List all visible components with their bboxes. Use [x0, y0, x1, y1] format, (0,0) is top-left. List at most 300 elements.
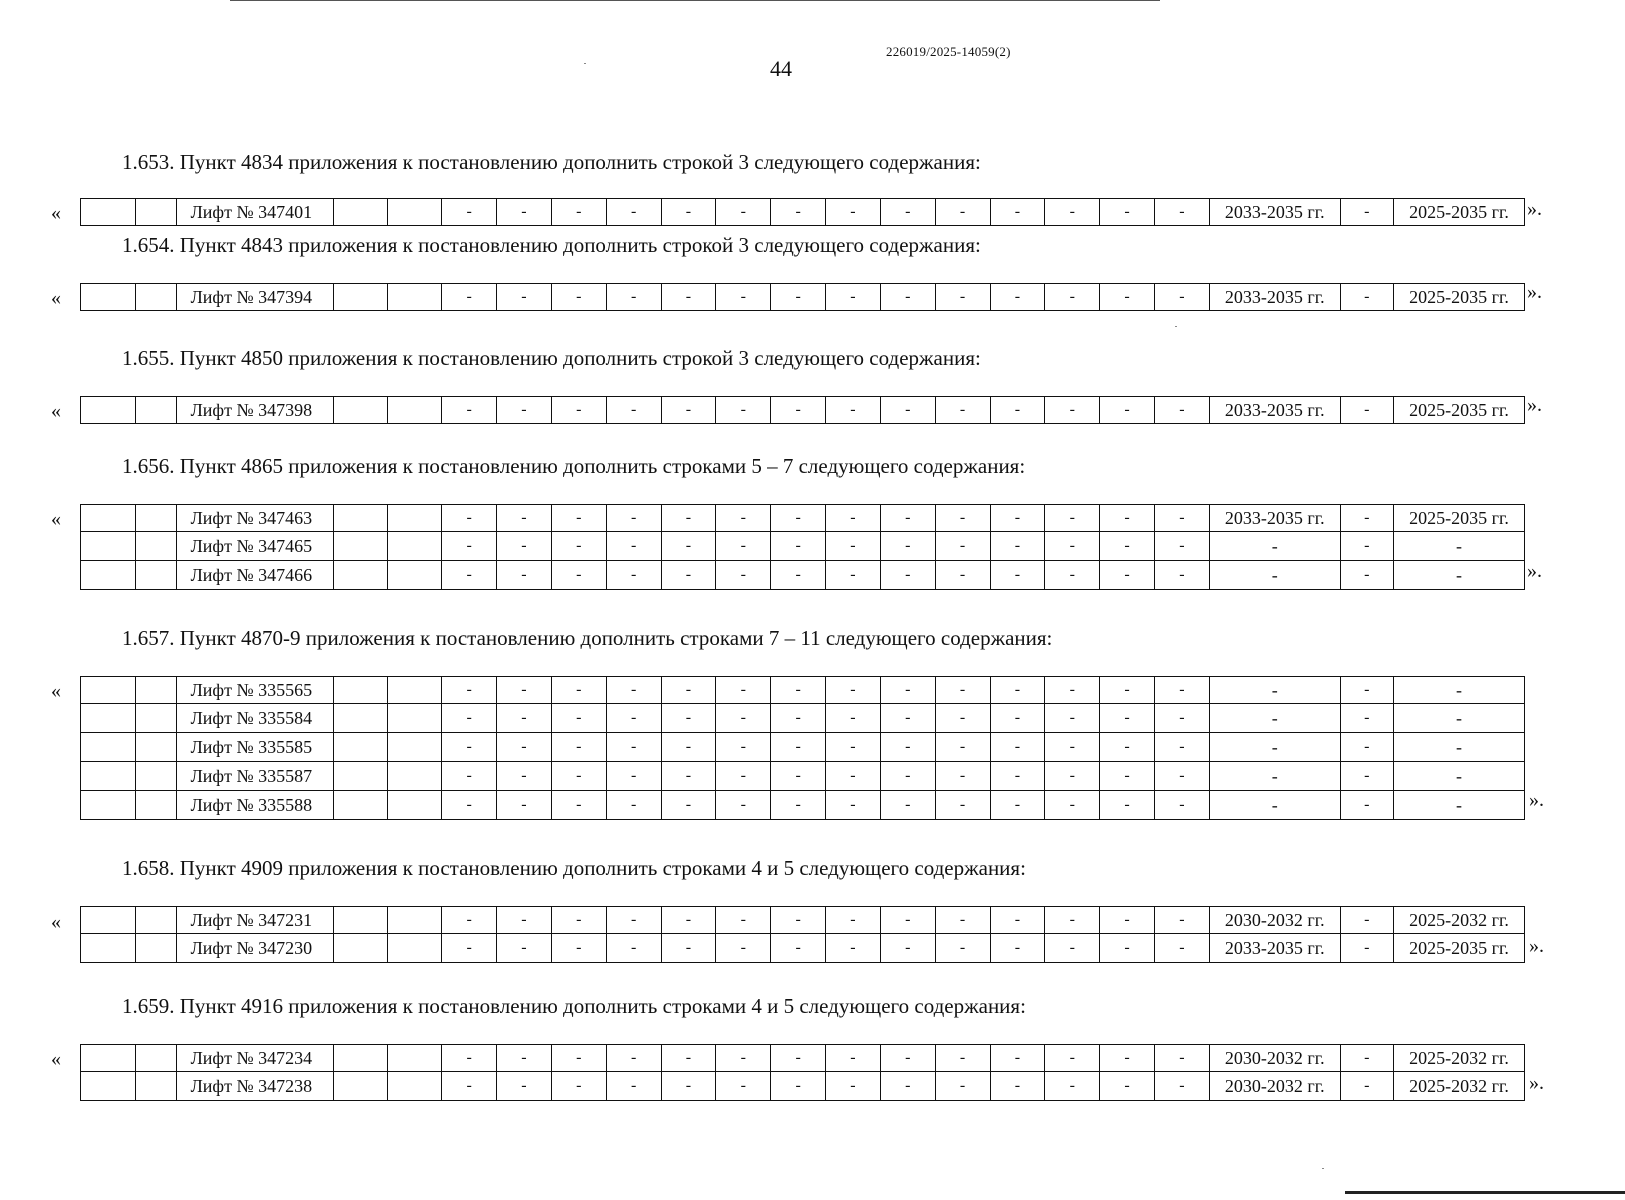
dash-cell: -	[1045, 1072, 1100, 1101]
dash-cell: -	[442, 561, 497, 590]
table-row	[81, 1072, 1525, 1101]
period-cell: -	[1209, 532, 1340, 561]
dash-cell: -	[990, 704, 1045, 733]
dash-cell: -	[1100, 1072, 1155, 1101]
dash-cell: -	[771, 791, 826, 820]
dash-cell: -	[771, 1072, 826, 1101]
period-cell: 2033-2035 гг.	[1209, 934, 1340, 963]
dash-cell: -	[606, 532, 661, 561]
empty-cell	[333, 762, 387, 791]
dash-cell: -	[551, 704, 606, 733]
lift-name-cell: Лифт № 335565	[176, 677, 333, 704]
dash-cell: -	[661, 907, 716, 934]
dash-cell: -	[497, 704, 552, 733]
empty-cell	[81, 532, 136, 561]
dash-cell: -	[826, 284, 881, 311]
dash-cell: -	[1045, 733, 1100, 762]
empty-cell	[136, 284, 176, 311]
empty-cell	[387, 1045, 441, 1072]
empty-cell	[333, 1072, 387, 1101]
dash-cell: -	[551, 397, 606, 424]
dash-cell: -	[1045, 704, 1100, 733]
empty-cell	[387, 791, 441, 820]
dash-cell: -	[1045, 791, 1100, 820]
dash-cell: -	[497, 677, 552, 704]
dash-cell: -	[771, 561, 826, 590]
dash-cell: -	[990, 733, 1045, 762]
dash-cell: -	[551, 505, 606, 532]
empty-cell	[81, 1072, 136, 1101]
dash-cell: -	[771, 397, 826, 424]
dash-cell: -	[1100, 762, 1155, 791]
dash-cell: -	[935, 505, 990, 532]
dash-cell: -	[1045, 397, 1100, 424]
dash-cell: -	[716, 704, 771, 733]
dash-cell: -	[716, 907, 771, 934]
dash-cell: -	[551, 762, 606, 791]
amendment-heading: 1.656. Пункт 4865 приложения к постановлению дополнить строками 5 – 7 следующего содержания:	[122, 454, 1026, 478]
lift-name-cell: Лифт № 335587	[176, 762, 333, 791]
lift-name-cell: Лифт № 347398	[176, 397, 333, 424]
table-row	[81, 284, 1525, 311]
dash-cell: -	[880, 505, 935, 532]
dash-cell: -	[771, 934, 826, 963]
empty-cell	[81, 199, 136, 226]
lift-name-cell: Лифт № 335584	[176, 704, 333, 733]
dash-cell: -	[990, 791, 1045, 820]
dash-cell: -	[880, 704, 935, 733]
dash-cell: -	[1154, 733, 1209, 762]
dash-cell: -	[826, 733, 881, 762]
lift-name-cell: Лифт № 347465	[176, 532, 333, 561]
empty-cell	[387, 284, 441, 311]
empty-cell	[81, 704, 136, 733]
empty-cell	[81, 1045, 136, 1072]
dash-cell: -	[716, 284, 771, 311]
dash-cell: -	[880, 561, 935, 590]
empty-cell	[81, 561, 136, 590]
dash-cell: -	[1045, 199, 1100, 226]
dash-cell: -	[551, 1072, 606, 1101]
dash-cell: -	[880, 762, 935, 791]
lift-name-cell: Лифт № 335588	[176, 791, 333, 820]
lift-name-cell: Лифт № 347238	[176, 1072, 333, 1101]
dash-cell: -	[1100, 934, 1155, 963]
empty-cell	[387, 733, 441, 762]
top-edge-rule	[230, 0, 1160, 1]
dash-cell: -	[826, 532, 881, 561]
dash-cell: -	[771, 733, 826, 762]
dash-cell: -	[826, 199, 881, 226]
close-quote: ».	[1527, 394, 1542, 416]
lift-name-cell: Лифт № 347394	[176, 284, 333, 311]
period-cell: 2033-2035 гг.	[1209, 397, 1340, 424]
close-quote: ».	[1529, 789, 1544, 811]
dash-cell: -	[716, 733, 771, 762]
dash-cell: -	[1100, 532, 1155, 561]
empty-cell	[333, 397, 387, 424]
dash-cell: -	[880, 677, 935, 704]
close-quote: ».	[1527, 281, 1542, 303]
dash-cell: -	[935, 677, 990, 704]
document-id: 226019/2025-14059(2)	[886, 44, 1011, 59]
dash-cell: -	[497, 284, 552, 311]
dash-cell: -	[935, 733, 990, 762]
period-cell: -	[1209, 677, 1340, 704]
dash-cell: -	[442, 284, 497, 311]
dash-cell: -	[497, 907, 552, 934]
dash-cell: -	[716, 199, 771, 226]
dash-cell: -	[1045, 561, 1100, 590]
dash-cell: -	[1100, 199, 1155, 226]
dash-cell: -	[606, 284, 661, 311]
empty-cell	[81, 397, 136, 424]
dash-cell: -	[661, 532, 716, 561]
dash-cell: -	[606, 199, 661, 226]
dash-cell: -	[551, 199, 606, 226]
empty-cell	[387, 505, 441, 532]
dash-cell: -	[771, 1045, 826, 1072]
table-row	[81, 733, 1525, 762]
dash-cell: -	[716, 934, 771, 963]
dash-cell: -	[880, 907, 935, 934]
mid-cell: -	[1340, 561, 1393, 590]
empty-cell	[387, 677, 441, 704]
dash-cell: -	[442, 907, 497, 934]
dash-cell: -	[880, 733, 935, 762]
dash-cell: -	[990, 284, 1045, 311]
table-row	[81, 907, 1525, 934]
dash-cell: -	[1045, 284, 1100, 311]
total-period-cell: -	[1393, 733, 1524, 762]
dash-cell: -	[826, 791, 881, 820]
total-period-cell: 2025-2035 гг.	[1393, 284, 1524, 311]
empty-cell	[81, 762, 136, 791]
table-row	[81, 762, 1525, 791]
empty-cell	[81, 733, 136, 762]
empty-cell	[136, 397, 176, 424]
dash-cell: -	[935, 561, 990, 590]
dash-cell: -	[1100, 704, 1155, 733]
lift-name-cell: Лифт № 347466	[176, 561, 333, 590]
empty-cell	[387, 532, 441, 561]
mid-cell: -	[1340, 505, 1393, 532]
empty-cell	[333, 532, 387, 561]
dash-cell: -	[880, 1072, 935, 1101]
dash-cell: -	[771, 677, 826, 704]
table-row	[81, 791, 1525, 820]
empty-cell	[81, 791, 136, 820]
total-period-cell: 2025-2035 гг.	[1393, 397, 1524, 424]
dash-cell: -	[1100, 791, 1155, 820]
dash-cell: -	[1100, 397, 1155, 424]
dash-cell: -	[551, 907, 606, 934]
dash-cell: -	[442, 733, 497, 762]
dash-cell: -	[880, 397, 935, 424]
amendment-heading: 1.657. Пункт 4870-9 приложения к постановлению дополнить строками 7 – 11 следующего содержания:	[122, 626, 1053, 650]
dash-cell: -	[497, 505, 552, 532]
dash-cell: -	[1100, 1045, 1155, 1072]
dash-cell: -	[880, 791, 935, 820]
dash-cell: -	[606, 1045, 661, 1072]
dash-cell: -	[990, 934, 1045, 963]
dash-cell: -	[442, 1072, 497, 1101]
empty-cell	[136, 733, 176, 762]
empty-cell	[333, 677, 387, 704]
empty-cell	[387, 907, 441, 934]
dash-cell: -	[990, 561, 1045, 590]
dash-cell: -	[1045, 532, 1100, 561]
empty-cell	[387, 199, 441, 226]
dash-cell: -	[606, 762, 661, 791]
total-period-cell: 2025-2035 гг.	[1393, 199, 1524, 226]
dash-cell: -	[1154, 199, 1209, 226]
dash-cell: -	[1045, 505, 1100, 532]
open-quote: «	[51, 400, 61, 422]
dash-cell: -	[606, 733, 661, 762]
dash-cell: -	[551, 284, 606, 311]
empty-cell	[136, 791, 176, 820]
empty-cell	[387, 704, 441, 733]
dash-cell: -	[990, 907, 1045, 934]
open-quote: «	[51, 1048, 61, 1070]
dash-cell: -	[1100, 733, 1155, 762]
period-cell: 2033-2035 гг.	[1209, 284, 1340, 311]
dash-cell: -	[661, 733, 716, 762]
amendment-table	[80, 504, 1525, 590]
mid-cell: -	[1340, 704, 1393, 733]
dash-cell: -	[661, 1045, 716, 1072]
total-period-cell: 2025-2035 гг.	[1393, 505, 1524, 532]
dash-cell: -	[1154, 907, 1209, 934]
dash-cell: -	[1154, 505, 1209, 532]
dash-cell: -	[826, 505, 881, 532]
empty-cell	[136, 199, 176, 226]
dash-cell: -	[497, 397, 552, 424]
total-period-cell: 2025-2032 гг.	[1393, 1072, 1524, 1101]
empty-cell	[387, 762, 441, 791]
dash-cell: -	[935, 1045, 990, 1072]
dash-cell: -	[661, 397, 716, 424]
mid-cell: -	[1340, 397, 1393, 424]
dash-cell: -	[551, 733, 606, 762]
dash-cell: -	[716, 677, 771, 704]
dash-cell: -	[716, 762, 771, 791]
dash-cell: -	[1045, 1045, 1100, 1072]
dash-cell: -	[990, 1045, 1045, 1072]
dash-cell: -	[497, 934, 552, 963]
dash-cell: -	[1154, 284, 1209, 311]
table-row	[81, 704, 1525, 733]
amendment-heading: 1.654. Пункт 4843 приложения к постановлению дополнить строкой 3 следующего содержания:	[122, 233, 981, 257]
empty-cell	[136, 505, 176, 532]
dash-cell: -	[442, 762, 497, 791]
empty-cell	[136, 532, 176, 561]
dash-cell: -	[716, 532, 771, 561]
dash-cell: -	[661, 284, 716, 311]
dash-cell: -	[826, 1045, 881, 1072]
dash-cell: -	[1100, 561, 1155, 590]
table-row	[81, 199, 1525, 226]
mid-cell: -	[1340, 791, 1393, 820]
dash-cell: -	[716, 561, 771, 590]
dash-cell: -	[1154, 561, 1209, 590]
dash-cell: -	[935, 199, 990, 226]
dash-cell: -	[661, 791, 716, 820]
amendment-heading: 1.658. Пункт 4909 приложения к постановлению дополнить строками 4 и 5 следующего содержания:	[122, 856, 1026, 880]
dash-cell: -	[1154, 934, 1209, 963]
dash-cell: -	[1154, 1045, 1209, 1072]
open-quote: «	[51, 202, 61, 224]
total-period-cell: -	[1393, 791, 1524, 820]
empty-cell	[136, 561, 176, 590]
dash-cell: -	[497, 762, 552, 791]
dash-cell: -	[551, 532, 606, 561]
table-row	[81, 1045, 1525, 1072]
dash-cell: -	[497, 1072, 552, 1101]
dash-cell: -	[1100, 284, 1155, 311]
dash-cell: -	[606, 677, 661, 704]
period-cell: -	[1209, 561, 1340, 590]
dash-cell: -	[442, 677, 497, 704]
amendment-table	[80, 1044, 1525, 1101]
dash-cell: -	[606, 505, 661, 532]
dash-cell: -	[661, 505, 716, 532]
dash-cell: -	[606, 791, 661, 820]
dash-cell: -	[442, 791, 497, 820]
mid-cell: -	[1340, 284, 1393, 311]
scan-speck	[1322, 1168, 1324, 1169]
close-quote: ».	[1527, 198, 1542, 220]
empty-cell	[81, 907, 136, 934]
dash-cell: -	[716, 1045, 771, 1072]
period-cell: -	[1209, 733, 1340, 762]
total-period-cell: 2025-2032 гг.	[1393, 1045, 1524, 1072]
period-cell: 2030-2032 гг.	[1209, 1072, 1340, 1101]
scan-speck	[1175, 326, 1177, 327]
dash-cell: -	[1100, 677, 1155, 704]
dash-cell: -	[551, 934, 606, 963]
amendment-table	[80, 283, 1525, 311]
dash-cell: -	[990, 762, 1045, 791]
dash-cell: -	[771, 762, 826, 791]
dash-cell: -	[661, 762, 716, 791]
dash-cell: -	[661, 199, 716, 226]
dash-cell: -	[771, 532, 826, 561]
lift-name-cell: Лифт № 347401	[176, 199, 333, 226]
total-period-cell: 2025-2035 гг.	[1393, 934, 1524, 963]
mid-cell: -	[1340, 677, 1393, 704]
dash-cell: -	[771, 199, 826, 226]
dash-cell: -	[661, 677, 716, 704]
dash-cell: -	[497, 791, 552, 820]
empty-cell	[136, 762, 176, 791]
lift-name-cell: Лифт № 347463	[176, 505, 333, 532]
empty-cell	[136, 1045, 176, 1072]
dash-cell: -	[826, 1072, 881, 1101]
empty-cell	[136, 1072, 176, 1101]
total-period-cell: -	[1393, 561, 1524, 590]
dash-cell: -	[935, 397, 990, 424]
dash-cell: -	[880, 934, 935, 963]
amendment-heading: 1.655. Пункт 4850 приложения к постановлению дополнить строкой 3 следующего содержания:	[122, 346, 981, 370]
dash-cell: -	[826, 397, 881, 424]
mid-cell: -	[1340, 532, 1393, 561]
dash-cell: -	[935, 934, 990, 963]
dash-cell: -	[442, 532, 497, 561]
dash-cell: -	[716, 1072, 771, 1101]
dash-cell: -	[935, 532, 990, 561]
scan-speck	[584, 63, 586, 64]
empty-cell	[333, 733, 387, 762]
dash-cell: -	[1154, 704, 1209, 733]
dash-cell: -	[606, 561, 661, 590]
dash-cell: -	[826, 907, 881, 934]
total-period-cell: 2025-2032 гг.	[1393, 907, 1524, 934]
dash-cell: -	[497, 733, 552, 762]
dash-cell: -	[771, 505, 826, 532]
dash-cell: -	[661, 934, 716, 963]
period-cell: 2033-2035 гг.	[1209, 199, 1340, 226]
dash-cell: -	[1045, 934, 1100, 963]
dash-cell: -	[990, 199, 1045, 226]
amendment-table	[80, 198, 1525, 226]
dash-cell: -	[551, 1045, 606, 1072]
dash-cell: -	[826, 762, 881, 791]
empty-cell	[333, 791, 387, 820]
dash-cell: -	[771, 907, 826, 934]
period-cell: 2030-2032 гг.	[1209, 907, 1340, 934]
empty-cell	[81, 677, 136, 704]
dash-cell: -	[716, 791, 771, 820]
dash-cell: -	[990, 1072, 1045, 1101]
dash-cell: -	[1154, 397, 1209, 424]
bottom-edge-rule	[1345, 1191, 1625, 1194]
dash-cell: -	[497, 532, 552, 561]
period-cell: 2030-2032 гг.	[1209, 1045, 1340, 1072]
mid-cell: -	[1340, 762, 1393, 791]
close-quote: ».	[1527, 560, 1542, 582]
dash-cell: -	[1154, 532, 1209, 561]
empty-cell	[333, 934, 387, 963]
dash-cell: -	[661, 704, 716, 733]
dash-cell: -	[880, 284, 935, 311]
dash-cell: -	[826, 561, 881, 590]
dash-cell: -	[771, 284, 826, 311]
dash-cell: -	[1154, 677, 1209, 704]
amendment-table	[80, 676, 1525, 820]
dash-cell: -	[1100, 907, 1155, 934]
total-period-cell: -	[1393, 677, 1524, 704]
empty-cell	[333, 505, 387, 532]
open-quote: «	[51, 508, 61, 530]
dash-cell: -	[606, 907, 661, 934]
open-quote: «	[51, 287, 61, 309]
empty-cell	[333, 907, 387, 934]
table-row	[81, 934, 1525, 963]
dash-cell: -	[551, 677, 606, 704]
empty-cell	[387, 397, 441, 424]
close-quote: ».	[1529, 935, 1544, 957]
dash-cell: -	[442, 934, 497, 963]
empty-cell	[387, 934, 441, 963]
close-quote: ».	[1529, 1072, 1544, 1094]
dash-cell: -	[551, 791, 606, 820]
dash-cell: -	[551, 561, 606, 590]
mid-cell: -	[1340, 907, 1393, 934]
empty-cell	[333, 704, 387, 733]
empty-cell	[387, 1072, 441, 1101]
